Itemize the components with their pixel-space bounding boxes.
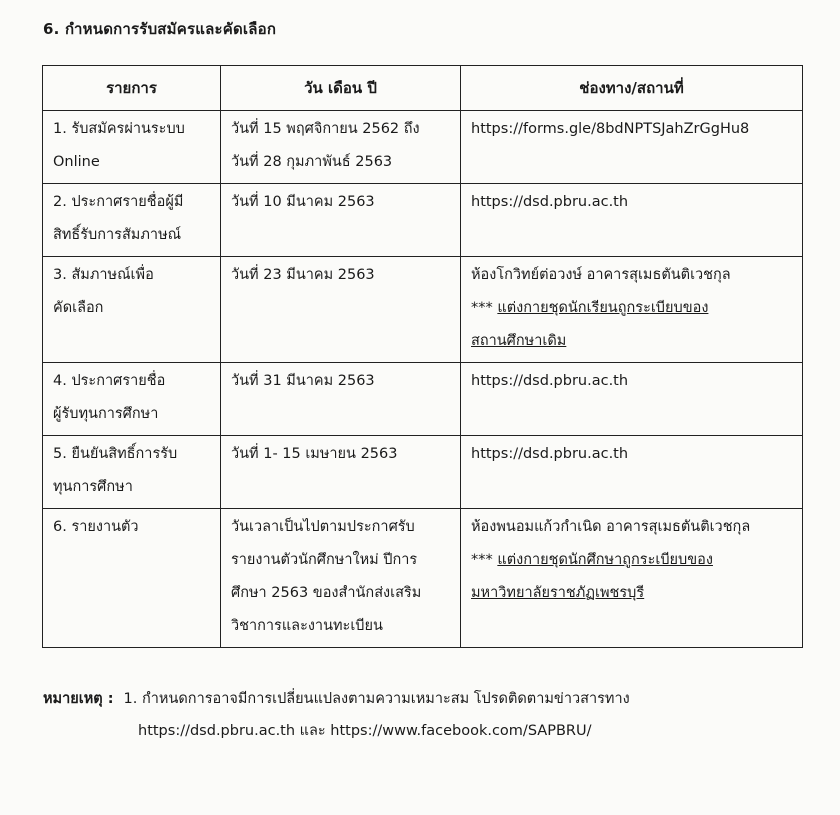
channel-text: https://dsd.pbru.ac.th — [471, 446, 629, 462]
item-text: 5. ยืนยันสิทธิ์การรับ — [53, 446, 178, 462]
table-row — [43, 509, 803, 648]
table-header-row — [43, 66, 803, 111]
channel-text: https://dsd.pbru.ac.th — [471, 194, 629, 210]
date-text: วันที่ 10 มีนาคม 2563 — [231, 194, 375, 210]
cell-item — [43, 111, 221, 184]
item-text: Online — [53, 154, 100, 170]
table-row — [43, 257, 803, 363]
cell-item — [43, 509, 221, 648]
remark-line-2: https://dsd.pbru.ac.th และ https://www.facebook.com/SAPBRU/ — [138, 723, 592, 739]
note-text: แต่งกายชุดนักเรียนถูกระเบียบของ — [497, 300, 709, 316]
cell-date — [221, 509, 461, 648]
date-text: วันเวลาเป็นไปตามประกาศรับ — [231, 519, 415, 535]
item-text: 3. สัมภาษณ์เพื่อ — [53, 267, 154, 283]
date-text: วันที่ 1- 15 เมษายน 2563 — [231, 446, 398, 462]
cell-item — [43, 363, 221, 436]
item-text: 1. รับสมัครผ่านระบบ — [53, 121, 185, 137]
header-channel: ช่องทาง/สถานที่ — [461, 66, 803, 111]
cell-date — [221, 436, 461, 509]
item-text: 4. ประกาศรายชื่อ — [53, 373, 166, 389]
date-text: วันที่ 15 พฤศจิกายน 2562 ถึง — [231, 121, 420, 137]
cell-channel — [461, 111, 803, 184]
table-row — [43, 111, 803, 184]
cell-item — [43, 257, 221, 363]
channel-text: https://dsd.pbru.ac.th — [471, 373, 629, 389]
note-text: แต่งกายชุดนักศึกษาถูกระเบียบของ — [497, 552, 713, 568]
table-row — [43, 436, 803, 509]
note-text: สถานศึกษาเดิม — [471, 333, 567, 349]
date-text: วันที่ 31 มีนาคม 2563 — [231, 373, 375, 389]
cell-date — [221, 363, 461, 436]
item-text: คัดเลือก — [53, 300, 104, 316]
dress-note — [471, 325, 792, 358]
cell-item — [43, 436, 221, 509]
remark — [43, 683, 630, 747]
dress-note — [471, 544, 792, 577]
date-text: รายงานตัวนักศึกษาใหม่ ปีการ — [231, 552, 418, 568]
header-date: วัน เดือน ปี — [221, 66, 461, 111]
cell-item — [43, 184, 221, 257]
cell-channel — [461, 184, 803, 257]
schedule-table — [42, 65, 803, 648]
cell-channel — [461, 436, 803, 509]
channel-text: ห้องโกวิทย์ต่อวงษ์ อาคารสุเมธตันติเวชกุล — [471, 267, 731, 283]
item-text: 2. ประกาศรายชื่อผู้มี — [53, 194, 184, 210]
table-row — [43, 184, 803, 257]
cell-date — [221, 257, 461, 363]
item-text: สิทธิ์รับการสัมภาษณ์ — [53, 227, 182, 243]
section-heading: 6. กำหนดการรับสมัครและคัดเลือก — [43, 20, 277, 38]
cell-channel — [461, 257, 803, 363]
cell-channel — [461, 363, 803, 436]
remark-line-1: 1. กำหนดการอาจมีการเปลี่ยนแปลงตามความเหมาะสม โปรดติดตามข่าวสารทาง — [123, 691, 630, 707]
date-text: วันที่ 28 กุมภาพันธ์ 2563 — [231, 154, 393, 170]
date-text: ศึกษา 2563 ของสำนักส่งเสริม — [231, 585, 422, 601]
note-prefix: *** — [471, 552, 493, 568]
cell-channel — [461, 509, 803, 648]
channel-text: ห้องพนอมแก้วกำเนิด อาคารสุเมธตันติเวชกุล — [471, 519, 751, 535]
remark-label: หมายเหตุ : — [43, 691, 114, 707]
date-text: วันที่ 23 มีนาคม 2563 — [231, 267, 375, 283]
note-text: มหาวิทยาลัยราชภัฏเพชรบุรี — [471, 585, 645, 601]
header-item: รายการ — [43, 66, 221, 111]
item-text: ผู้รับทุนการศึกษา — [53, 406, 159, 422]
channel-text: https://forms.gle/8bdNPTSJahZrGgHu8 — [471, 121, 750, 137]
table-row — [43, 363, 803, 436]
date-text: วิชาการและงานทะเบียน — [231, 618, 383, 634]
item-text: 6. รายงานตัว — [53, 519, 139, 535]
item-text: ทุนการศึกษา — [53, 479, 133, 495]
dress-note — [471, 577, 792, 610]
cell-date — [221, 111, 461, 184]
dress-note — [471, 292, 792, 325]
note-prefix: *** — [471, 300, 493, 316]
cell-date — [221, 184, 461, 257]
